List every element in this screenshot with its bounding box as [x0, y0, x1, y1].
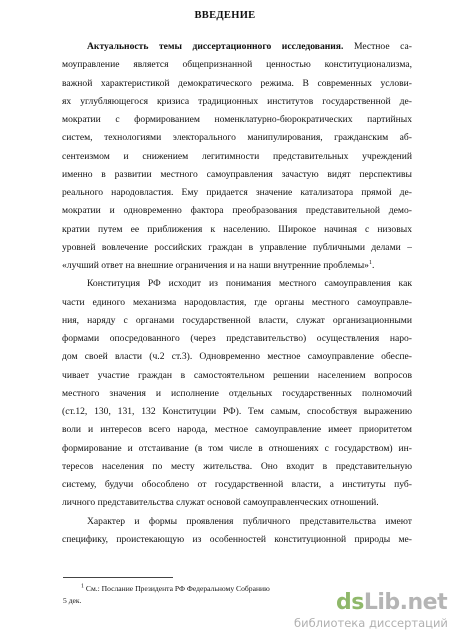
- site-watermark: [294, 590, 448, 634]
- paragraph-line: специфику, проистекающую из особенностей конституционной природы ме-: [62, 533, 412, 545]
- footnote-reference[interactable]: 1: [368, 259, 372, 266]
- paragraph-line: воли и интересов всего народа, местное самоуправление имеет приоритетом: [62, 424, 412, 436]
- paragraph-line: части единого механизма народовластия, где органы местного самоуправле-: [62, 296, 412, 308]
- paragraph-line: уровней вовлечение российских граждан в управление публичными делами –: [62, 241, 412, 253]
- paragraph-line: моуправление является общепризнанной ценностью конституционализма,: [62, 59, 412, 71]
- watermark-logo-ds: ds: [336, 590, 364, 615]
- paragraph-line: сентеизмом и снижением легитимности представительных учреждений: [62, 150, 412, 162]
- paragraph-line: мократии с формированием номенклатурно-бюрократических партийных: [62, 114, 412, 125]
- paragraph-line: формирование и отстаивание (в том числе в отношениях с государством) ин-: [62, 442, 412, 454]
- footnote-number: 1: [81, 583, 84, 590]
- paragraph-1-last-line: [62, 257, 412, 275]
- sentence-end: .: [371, 260, 375, 271]
- quote-text: «лучший ответ на внешние ограничения и на наши внутренние проблемы»: [62, 260, 369, 271]
- paragraph-2-first-line: Конституция РФ исходит из понимания местного самоуправления как: [87, 278, 412, 290]
- paragraph-line: кратии путем ее приближения к населению. Широкое начиная с низовых: [62, 223, 412, 235]
- paragraph-line: дом своей власти (ч.2 ст.3). Одновременно местное самоуправление обеспе-: [62, 351, 412, 363]
- paragraph-line: чивает участие граждан в самостоятельном решении населением вопросов: [62, 369, 412, 381]
- paragraph-line: тересов населения по месту жительства. Оно входит в представительную: [62, 460, 412, 472]
- paragraph-1-heading: Актуальность темы диссертационного исследования.: [87, 41, 344, 52]
- paragraph-2-last-line: личного представительства служат основой самоуправленческих отношений.: [62, 497, 379, 509]
- footnote-divider: [63, 577, 173, 578]
- paragraph-line: ния, наряду с органами государственной власти, служат организационными: [62, 314, 412, 326]
- page-title: ВВЕДЕНИЕ: [194, 10, 256, 21]
- paragraph-line: мократии и одновременно фактора преобразования представительной демо-: [62, 205, 412, 217]
- body-text: [62, 38, 412, 549]
- paragraph-1-line-1: [62, 38, 412, 56]
- paragraph-line: (ст.12, 130, 131, 132 Конституции РФ). Тем самым, способствуя выражению: [62, 406, 412, 417]
- paragraph-line: ях углубляющегося кризиса традиционных институтов государственной де-: [62, 95, 412, 107]
- footnote-line-2: 5 дек.: [63, 596, 82, 605]
- watermark-subtitle: библиотека диссертаций: [294, 616, 448, 630]
- paragraph-3-first-line: Характер и формы проявления публичного представительства имеют: [87, 515, 412, 527]
- footnote-line-1: [63, 583, 270, 595]
- paragraph-line: реального народовластия. Ему придается значение катализатора прямой де-: [62, 187, 412, 198]
- paragraph-line: систему, будучи обособлено от государственной власти, а институты пуб-: [62, 479, 412, 490]
- paragraph-1-line-1-rest: Местное са-: [343, 41, 412, 52]
- paragraph-line: систем, технологиями электорального манипулирования, гражданским аб-: [62, 132, 412, 144]
- watermark-logo: [336, 590, 447, 615]
- watermark-logo-lib: Lib.net: [363, 590, 448, 615]
- paragraph-line: формами опосредованного (через представительство) осуществления наро-: [62, 333, 412, 344]
- footnote-text: См.: Послание Президента РФ Федеральному Собранию: [84, 584, 270, 593]
- paragraph-line: именно в развитии местного самоуправления зачастую видят перспективы: [62, 168, 412, 180]
- footnote: [63, 583, 270, 607]
- paragraph-line: важной характеристикой демократического режима. В современных услови-: [62, 77, 412, 89]
- paragraph-line: местного значения и исполнение отдельных государственных полномочий: [62, 387, 412, 399]
